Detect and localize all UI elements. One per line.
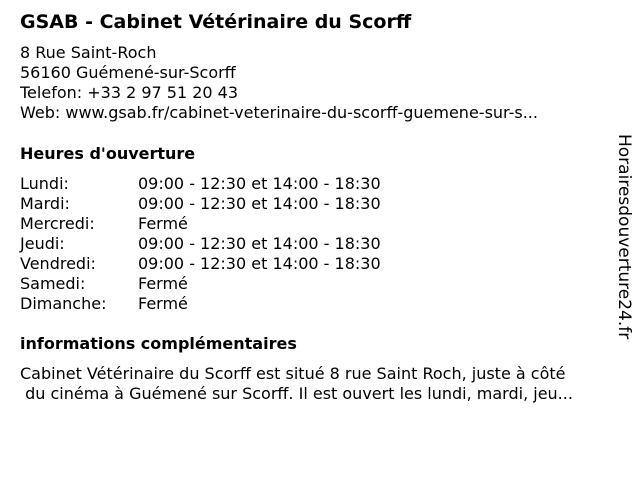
info-description — [20, 364, 630, 404]
day-hours: 09:00 - 12:30 et 14:00 - 18:30 — [138, 254, 381, 273]
day-hours: 09:00 - 12:30 et 14:00 - 18:30 — [138, 194, 381, 213]
day-hours: Fermé — [138, 294, 188, 313]
source-watermark: Horairesdouverture24.fr — [614, 134, 634, 340]
day-hours: Fermé — [138, 214, 188, 233]
day-label: Vendredi: — [20, 254, 96, 273]
info-line-2: du cinéma à Guémené sur Scorff. Il est ouvert les lundi, mardi, jeu... — [20, 384, 573, 403]
day-label: Mercredi: — [20, 214, 95, 233]
hours-heading: Heures d'ouverture — [20, 144, 196, 163]
website-link: Web: www.gsab.fr/cabinet-veterinaire-du-scorff-guemene-sur-s... — [20, 103, 538, 122]
phone-number: Telefon: +33 2 97 51 20 43 — [20, 83, 239, 102]
page-title: GSAB - Cabinet Vétérinaire du Scorff — [20, 11, 412, 33]
day-label: Samedi: — [20, 274, 86, 293]
info-line-1: Cabinet Vétérinaire du Scorff est situé 8 rue Saint Roch, juste à côté — [20, 364, 566, 383]
address-city: 56160 Guémené-sur-Scorff — [20, 63, 236, 82]
day-label: Lundi: — [20, 174, 69, 193]
day-label: Dimanche: — [20, 294, 107, 313]
day-hours: 09:00 - 12:30 et 14:00 - 18:30 — [138, 174, 381, 193]
address-street: 8 Rue Saint-Roch — [20, 43, 157, 62]
day-hours: Fermé — [138, 274, 188, 293]
day-label: Jeudi: — [20, 234, 65, 253]
info-heading: informations complémentaires — [20, 334, 297, 353]
day-label: Mardi: — [20, 194, 70, 213]
address-block — [20, 43, 538, 123]
day-hours: 09:00 - 12:30 et 14:00 - 18:30 — [138, 234, 381, 253]
